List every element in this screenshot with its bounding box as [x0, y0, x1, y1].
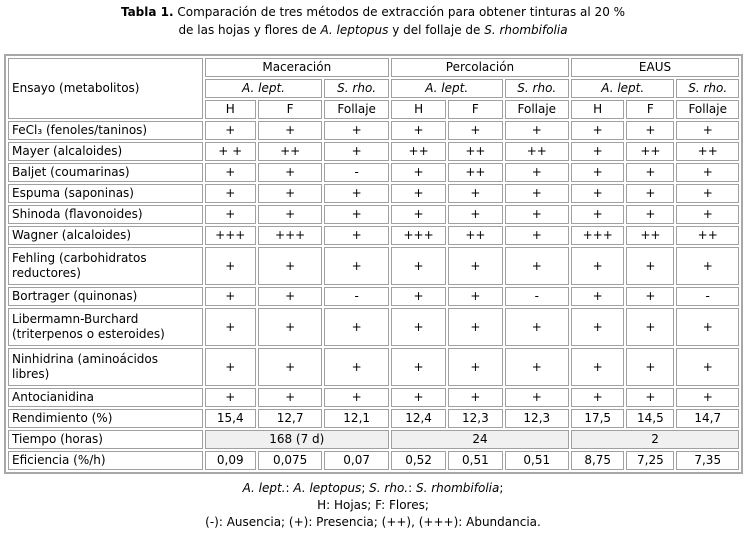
table-cell: 12,7: [258, 409, 323, 428]
table-cell: -: [505, 287, 570, 306]
table-cell: -: [676, 287, 739, 306]
caption-species: A. leptopus: [320, 23, 389, 37]
header-part: F: [258, 100, 323, 119]
table-cell: +: [626, 247, 674, 285]
table-caption: [0, 0, 746, 49]
header-part: F: [626, 100, 674, 119]
table-cell: +: [676, 163, 739, 182]
header-species: S. rho.: [337, 81, 377, 95]
table-cell: 12,3: [505, 409, 570, 428]
table-cell: 14,5: [626, 409, 674, 428]
table-cell: +: [626, 163, 674, 182]
table-cell: +: [205, 205, 256, 224]
table-cell: +: [391, 184, 446, 203]
row-label: Antocianidina: [8, 388, 203, 407]
table-cell: +: [324, 348, 389, 386]
table-row: [8, 409, 739, 428]
caption-species: S. rhombifolia: [484, 23, 568, 37]
table-cell: +: [391, 205, 446, 224]
caption-label: Tabla 1.: [120, 5, 174, 19]
table-cell: +: [448, 184, 502, 203]
header-species: A. lept.: [242, 81, 285, 95]
table-cell: +++: [205, 226, 256, 245]
table-cell: +: [258, 121, 323, 140]
table-cell: +: [626, 287, 674, 306]
table-cell: 14,7: [676, 409, 739, 428]
table-cell: 0,52: [391, 451, 446, 470]
table-cell: +: [626, 205, 674, 224]
table-cell: +: [258, 348, 323, 386]
table-cell: +: [676, 184, 739, 203]
table-cell: ++: [626, 142, 674, 161]
header-method: Maceración: [205, 58, 389, 77]
comparison-table: [4, 54, 743, 474]
header-ensayo: Ensayo (metabolitos): [8, 58, 203, 119]
table-cell: +: [205, 163, 256, 182]
row-label: Libermamn-Burchard (triterpenos o esteroides): [8, 308, 203, 346]
footnote-text: A. lept.: [242, 481, 286, 495]
table-cell: +: [258, 184, 323, 203]
table-cell: +: [324, 247, 389, 285]
footnote-text: S. rhombifolia: [415, 481, 500, 495]
table-cell: 0,51: [505, 451, 570, 470]
table-cell: +: [676, 121, 739, 140]
table-row: [8, 348, 739, 386]
table-cell: +: [205, 121, 256, 140]
table-cell: +: [391, 121, 446, 140]
table-cell: +: [505, 247, 570, 285]
table-cell: 8,75: [571, 451, 624, 470]
table-cell: +: [448, 388, 502, 407]
table-cell: +: [448, 348, 502, 386]
table-cell: ++: [448, 163, 502, 182]
table-cell: +: [205, 348, 256, 386]
table-cell: +: [258, 308, 323, 346]
table-cell: ++: [258, 142, 323, 161]
table-cell: +: [505, 205, 570, 224]
table-cell: +: [324, 184, 389, 203]
table-cell: -: [324, 287, 389, 306]
table-cell: +: [571, 121, 624, 140]
table-cell: +: [676, 348, 739, 386]
footnote-text: S. rho.: [369, 481, 409, 495]
table-cell: +: [324, 226, 389, 245]
footnote: [0, 480, 746, 531]
table-cell: +: [571, 247, 624, 285]
table-row: [8, 184, 739, 203]
header-part: H: [571, 100, 624, 119]
footnote-text: :: [408, 481, 416, 495]
table-row: [8, 247, 739, 285]
table-cell: +: [448, 287, 502, 306]
table-cell: 0,51: [448, 451, 502, 470]
table-cell: +: [571, 184, 624, 203]
header-part: F: [448, 100, 502, 119]
row-label: Baljet (coumarinas): [8, 163, 203, 182]
table-cell: +: [571, 388, 624, 407]
table-cell: +: [448, 121, 502, 140]
table-cell: +: [324, 205, 389, 224]
table-cell: 7,35: [676, 451, 739, 470]
table-cell: +: [391, 388, 446, 407]
footnote-text: :: [285, 481, 294, 495]
table-cell: +: [391, 348, 446, 386]
row-label: Rendimiento (%): [8, 409, 203, 428]
row-label: FeCl₃ (fenoles/taninos): [8, 121, 203, 140]
table-cell: +: [391, 163, 446, 182]
table-cell: +: [626, 308, 674, 346]
table-cell: +: [324, 121, 389, 140]
table-cell: 12,4: [391, 409, 446, 428]
table-cell: +: [676, 205, 739, 224]
table-cell: +: [626, 388, 674, 407]
header-species: A. lept.: [425, 81, 469, 95]
table-cell: +: [505, 121, 570, 140]
table-cell: ++: [626, 226, 674, 245]
table-cell: +: [324, 142, 389, 161]
table-cell: +: [205, 247, 256, 285]
table-row-eficiencia: [8, 451, 739, 470]
table-cell: 0,07: [324, 451, 389, 470]
row-label: Wagner (alcaloides): [8, 226, 203, 245]
table-cell: +: [676, 388, 739, 407]
table-cell: +: [258, 205, 323, 224]
table-cell: +: [205, 287, 256, 306]
table-cell: +++: [571, 226, 624, 245]
table-cell: +: [324, 308, 389, 346]
table-cell: 12,1: [324, 409, 389, 428]
table-cell: 17,5: [571, 409, 624, 428]
row-label: Espuma (saponinas): [8, 184, 203, 203]
table-cell: +: [324, 388, 389, 407]
footnote-text: A. leptopus: [293, 481, 362, 495]
table-cell: +: [448, 205, 502, 224]
table-cell: ++: [391, 142, 446, 161]
table-cell: +: [505, 163, 570, 182]
table-cell: +: [571, 287, 624, 306]
table-cell: +: [391, 287, 446, 306]
row-label: Fehling (carbohidratos reductores): [8, 247, 203, 285]
caption-text: y del follaje de: [388, 23, 485, 37]
table-row-tiempo: [8, 430, 739, 449]
table-cell: +: [205, 308, 256, 346]
table-cell: ++: [448, 226, 502, 245]
table-cell: 2: [571, 430, 739, 449]
table-cell: ++: [448, 142, 502, 161]
footnote-text: ;: [361, 481, 370, 495]
table-cell: 0,075: [258, 451, 323, 470]
table-cell: +: [571, 163, 624, 182]
table-cell: +: [571, 205, 624, 224]
table-cell: +++: [391, 226, 446, 245]
table-cell: +: [505, 184, 570, 203]
table-cell: ++: [505, 142, 570, 161]
row-label: Eficiencia (%/h): [8, 451, 203, 470]
header-part: H: [205, 100, 256, 119]
header-species: S. rho.: [688, 81, 728, 95]
header-part: H: [391, 100, 446, 119]
footnote-text: H: Hojas; F: Flores;: [317, 498, 429, 512]
row-label: Mayer (alcaloides): [8, 142, 203, 161]
table-cell: +: [505, 308, 570, 346]
table-cell: +: [205, 388, 256, 407]
header-part: Follaje: [505, 100, 570, 119]
footnote-text: ;: [499, 481, 504, 495]
table-row: [8, 287, 739, 306]
header-method: EAUS: [571, 58, 739, 77]
table-cell: +: [626, 348, 674, 386]
table-cell: -: [324, 163, 389, 182]
table-cell: +: [676, 247, 739, 285]
table-row: [8, 308, 739, 346]
table-cell: +++: [258, 226, 323, 245]
row-label: Tiempo (horas): [8, 430, 203, 449]
table-cell: +: [626, 121, 674, 140]
table-row: [8, 163, 739, 182]
table-cell: ++: [676, 226, 739, 245]
table-cell: +: [571, 348, 624, 386]
table-cell: +: [205, 184, 256, 203]
table-cell: +: [448, 247, 502, 285]
table-cell: +: [258, 163, 323, 182]
table-cell: 24: [391, 430, 569, 449]
table-cell: +: [258, 247, 323, 285]
table-row: [8, 388, 739, 407]
table-cell: 12,3: [448, 409, 502, 428]
table-cell: +: [571, 308, 624, 346]
table-row: [8, 142, 739, 161]
table-cell: 168 (7 d): [205, 430, 389, 449]
row-label: Bortrager (quinonas): [8, 287, 203, 306]
table-row: [8, 205, 739, 224]
footnote-text: (-): Ausencia; (+): Presencia; (++), (+++): Abundancia.: [205, 515, 541, 529]
header-species: S. rho.: [517, 81, 557, 95]
row-label: Shinoda (flavonoides): [8, 205, 203, 224]
table-cell: +: [505, 388, 570, 407]
table-cell: +: [571, 142, 624, 161]
table-cell: +: [258, 287, 323, 306]
table-cell: +: [391, 247, 446, 285]
header-part: Follaje: [676, 100, 739, 119]
caption-text: de las hojas y flores de: [178, 23, 321, 37]
table-cell: +: [676, 308, 739, 346]
row-label: Ninhidrina (aminoácidos libres): [8, 348, 203, 386]
header-species: A. lept.: [601, 81, 645, 95]
table-cell: + +: [205, 142, 256, 161]
table-row: [8, 121, 739, 140]
table-cell: 15,4: [205, 409, 256, 428]
header-method: Percolación: [391, 58, 569, 77]
table-cell: ++: [676, 142, 739, 161]
table-cell: +: [391, 308, 446, 346]
header-part: Follaje: [324, 100, 389, 119]
table-cell: +: [505, 226, 570, 245]
table-cell: +: [626, 184, 674, 203]
caption-text: Comparación de tres métodos de extracción para obtener tinturas al 20 %: [173, 5, 626, 19]
table-cell: 7,25: [626, 451, 674, 470]
table-cell: +: [505, 348, 570, 386]
table-cell: 0,09: [205, 451, 256, 470]
table-cell: +: [448, 308, 502, 346]
table-row: [8, 226, 739, 245]
table-cell: +: [258, 388, 323, 407]
